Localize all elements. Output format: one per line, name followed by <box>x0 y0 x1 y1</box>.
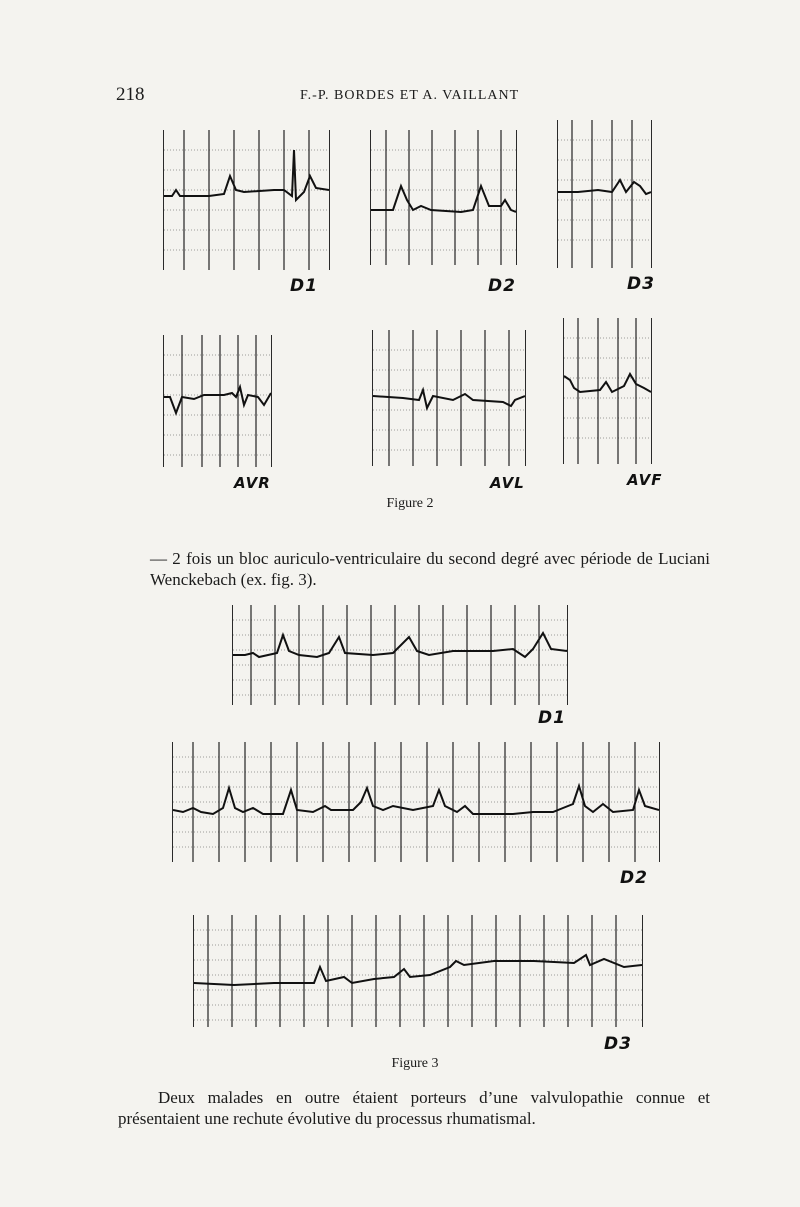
running-head: F.-P. BORDES ET A. VAILLANT <box>300 88 520 103</box>
ecg-strip-fig3-d3 <box>193 915 643 1027</box>
ecg-strip-d3 <box>557 120 652 268</box>
lead-label-d2: D2 <box>488 276 516 296</box>
lead-label-avl: AVL <box>490 474 525 492</box>
ecg-strip-fig3-d1 <box>232 605 568 705</box>
page-number: 218 <box>116 84 145 105</box>
ecg-strip-fig3-d2 <box>172 742 660 862</box>
ecg-strip-d2 <box>370 130 517 265</box>
ecg-strip-d1 <box>163 130 330 270</box>
lead-label-d3: D3 <box>627 274 655 294</box>
lead-label-fig3-d2: D2 <box>620 868 648 888</box>
figure2-caption: Figure 2 <box>386 496 434 511</box>
lead-label-fig3-d1: D1 <box>538 708 566 728</box>
ecg-strip-avr <box>163 335 272 467</box>
lead-label-avf: AVF <box>627 471 663 489</box>
ecg-strip-avf <box>563 318 652 464</box>
lead-label-fig3-d3: D3 <box>604 1034 632 1054</box>
lead-label-avr: AVR <box>234 474 271 492</box>
ecg-strip-avl <box>372 330 526 466</box>
figure3-caption: Figure 3 <box>391 1056 439 1071</box>
body-paragraph-2: Deux malades en outre étaient porteurs d’une valvulopathie connue et présentaient une rechute évolutive du processus rhumatismal. <box>118 1088 710 1128</box>
lead-label-d1: D1 <box>290 276 318 296</box>
body-paragraph-1: — 2 fois un bloc auriculo-ventriculaire du second degré avec période de Luciani Wenckebach (ex. fig. 3). <box>150 549 710 589</box>
